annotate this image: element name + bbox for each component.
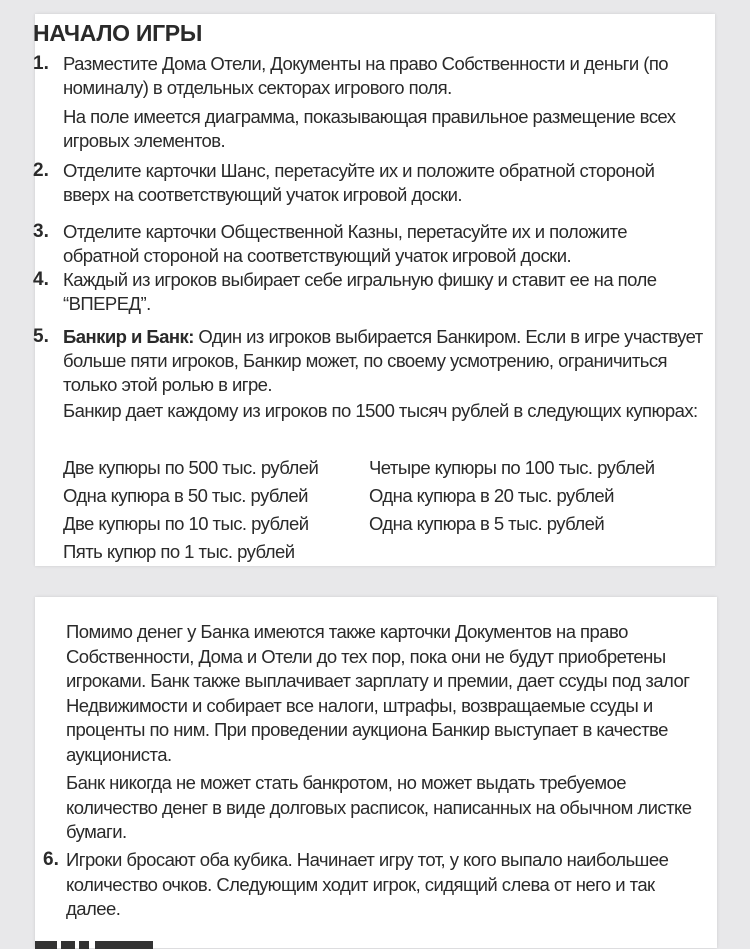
- item-number: 1.: [33, 53, 49, 74]
- bill-row-right-3: Одна купюра в 5 тыс. рублей: [369, 513, 605, 534]
- bill-row-left-1: Две купюры по 500 тыс. рублей: [63, 457, 319, 478]
- rule-item-6: Игроки бросают оба кубика. Начинает игру тот, у кого выпало наибольшее количество очков. Следующим ходит игрок, сидящий слева от него и так далее.: [66, 849, 669, 919]
- rules-page-bottom: [35, 597, 717, 948]
- bill-row-left-4: Пять купюр по 1 тыс. рублей: [63, 541, 295, 562]
- item-body: Один из игроков выбирается Банкиром. Если в игре участвует больше пяти игроков, Банкир может, по своему усмотрению, ограничиться только этой ролью в игре.: [63, 326, 703, 395]
- item-text: [63, 325, 703, 397]
- rules-page-top: [35, 14, 715, 566]
- item-text: Разместите Дома Отели, Документы на право Собственности и деньги (по номиналу) в отдельных секторах игрового поля.: [63, 53, 669, 98]
- item-text: Каждый из игроков выбирает себе игральную фишку и ставит ее на поле “ВПЕРЕД”.: [63, 269, 657, 314]
- bank-note-paragraph: Банк никогда не может стать банкротом, но может выдать требуемое количество денег в виде долговых расписок, написанных на обычном листке бумаги.: [66, 772, 692, 842]
- item-number: 2.: [33, 160, 49, 181]
- bill-row-left-3: Две купюры по 10 тыс. рублей: [63, 513, 309, 534]
- item-number: 4.: [33, 269, 49, 290]
- next-heading-fragment: [35, 937, 165, 948]
- item-number: 5.: [33, 326, 49, 347]
- item-bold-lead: Банкир и Банк:: [63, 326, 194, 347]
- item-text: Отделите карточки Общественной Казны, перетасуйте их и положите обратной стороной на соответствующий учаток игровой доски.: [63, 221, 627, 266]
- item-text: Отделите карточки Шанс, перетасуйте их и положите обратной стороной вверх на соответствующий учаток игровой доски.: [63, 160, 655, 205]
- item-number: 3.: [33, 221, 49, 242]
- bill-row-right-1: Четыре купюры по 100 тыс. рублей: [369, 457, 655, 478]
- item-5-note: Банкир дает каждому из игроков по 1500 тысяч рублей в следующих купюрах:: [63, 400, 698, 421]
- item-number: 6.: [43, 849, 59, 870]
- bank-paragraph: Помимо денег у Банка имеются также карточки Документов на право Собственности, Дома и Отели до тех пор, пока они не будут приобретены игроками. Банк также выплачивает зарплату и премии, дает ссуды под залог Недвижимости и собирает все налоги, штрафы, возвращаемые ссуды и проценты по ним. При проведении аукциона Банкир выступает в качестве аукциониста.: [66, 621, 690, 765]
- bill-row-right-2: Одна купюра в 20 тыс. рублей: [369, 485, 614, 506]
- bill-row-left-2: Одна купюра в 50 тыс. рублей: [63, 485, 308, 506]
- section-heading: НАЧАЛО ИГРЫ: [33, 20, 203, 46]
- item-1-note: На поле имеется диаграмма, показывающая правильное размещение всех игровых элементов.: [63, 106, 676, 151]
